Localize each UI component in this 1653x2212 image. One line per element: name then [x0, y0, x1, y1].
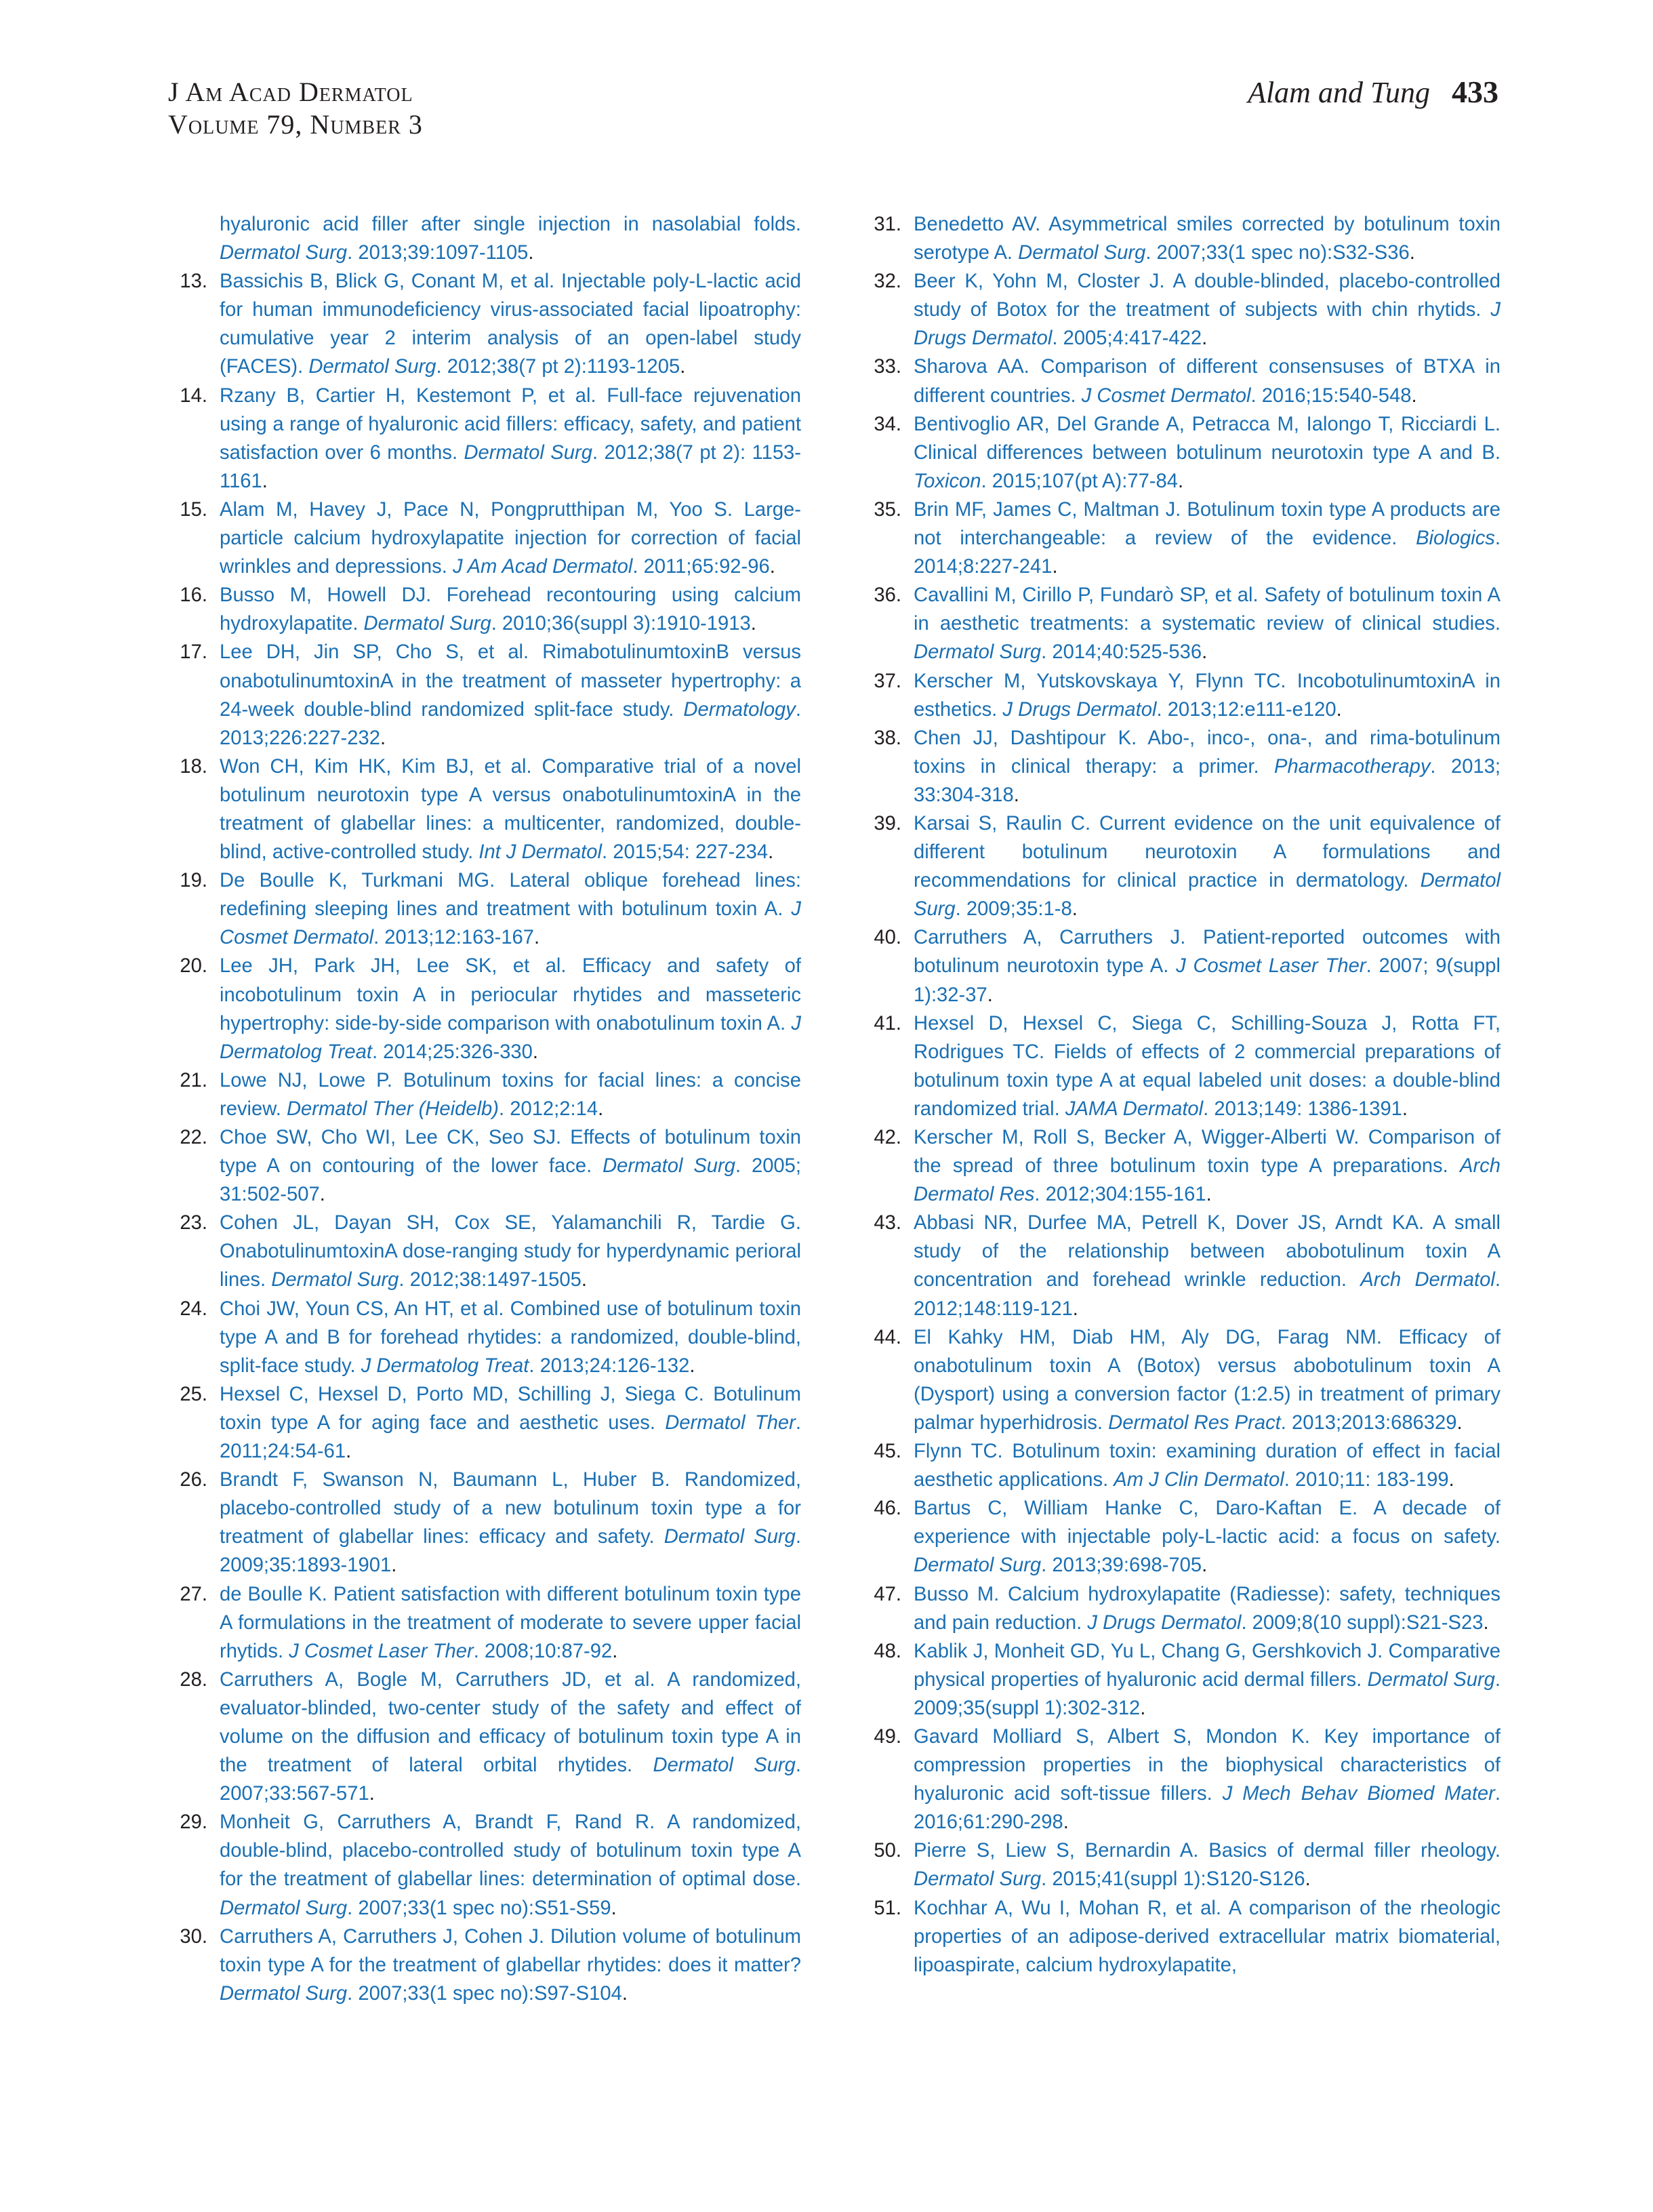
- reference-item: [163, 382, 801, 496]
- reference-citation-text: Busso M, Howell DJ. Forehead recontouring using calcium hydroxylapatite.: [220, 584, 801, 635]
- reference-item: [857, 1323, 1501, 1437]
- reference-item: [163, 638, 801, 752]
- reference-number: 26.: [180, 1469, 207, 1491]
- reference-pub-details: . 2015;41(suppl 1):S120-S126: [1041, 1868, 1305, 1891]
- reference-item: [857, 496, 1501, 581]
- reference-number: 27.: [180, 1583, 207, 1605]
- reference-journal: Dermatol Surg: [603, 1155, 735, 1178]
- reference-item: [857, 809, 1501, 923]
- reference-end-period: .: [528, 242, 534, 264]
- reference-number: 15.: [180, 498, 207, 521]
- running-authors: Alam and Tung: [1248, 76, 1430, 109]
- reference-pub-details: . 2007;33:567-571: [220, 1754, 801, 1805]
- reference-link[interactable]: [914, 353, 1501, 409]
- reference-number: 47.: [874, 1583, 901, 1605]
- reference-number: 18.: [180, 755, 207, 778]
- reference-journal: Toxicon: [914, 470, 981, 492]
- reference-number: 42.: [874, 1127, 901, 1148]
- reference-item: [857, 923, 1501, 1009]
- reference-item: [163, 1380, 801, 1466]
- reference-pub-details: . 2014;8:227-241: [914, 527, 1501, 578]
- reference-pub-details: . 2013; 33:304-318: [914, 755, 1501, 806]
- reference-journal: Biologics: [1416, 527, 1495, 550]
- reference-item: [163, 1580, 801, 1666]
- reference-end-period: .: [532, 1041, 538, 1063]
- reference-number: 33.: [874, 356, 901, 378]
- reference-end-period: .: [534, 927, 540, 949]
- reference-end-period: .: [598, 1098, 604, 1120]
- reference-citation-text: Monheit G, Carruthers A, Brandt F, Rand R. A randomized, double-blind, placebo-controlled study of botulinum toxin type A for the treatment of glabellar lines: determination of optimal dose.: [220, 1811, 801, 1891]
- reference-pub-details: . 2009;8(10 suppl):S21-S23: [1241, 1611, 1484, 1634]
- reference-citation-text: Kerscher M, Roll S, Becker A, Wigger-Alberti W. Comparison of the spread of three botulinum toxin type A preparations.: [914, 1127, 1501, 1178]
- reference-citation-text: Bentivoglio AR, Del Grande A, Petracca M, Ialongo T, Ricciardi L. Clinical differences between botulinum neurotoxin type A and B.: [914, 413, 1501, 464]
- reference-journal: Dermatol Surg: [914, 870, 1501, 921]
- reference-pub-details: . 2016;15:540-548: [1250, 384, 1412, 407]
- reference-number: 23.: [180, 1212, 207, 1234]
- reference-journal: JAMA Dermatol: [1065, 1098, 1204, 1120]
- reference-journal: Dermatol Surg: [664, 1526, 796, 1548]
- reference-link[interactable]: [220, 1808, 801, 1922]
- reference-item: [857, 1494, 1501, 1580]
- reference-pub-details: . 2009;35:1-8: [955, 898, 1072, 921]
- reference-journal: J Cosmet Laser Ther: [289, 1640, 474, 1662]
- reference-link[interactable]: [914, 1123, 1501, 1209]
- reference-number: 28.: [180, 1668, 207, 1691]
- reference-journal: Dermatol Surg: [914, 641, 1042, 664]
- reference-pub-details: . 2013;39:698-705: [1041, 1554, 1202, 1577]
- reference-pub-details: . 2012;148:119-121: [914, 1269, 1501, 1320]
- reference-number: 30.: [180, 1925, 207, 1948]
- reference-end-period: .: [1202, 641, 1208, 664]
- reference-end-period: .: [1140, 1697, 1146, 1719]
- reference-item: [857, 1580, 1501, 1637]
- reference-link[interactable]: [220, 1380, 801, 1466]
- reference-item: [857, 1894, 1501, 1979]
- reference-journal: Dermatol Ther (Heidelb): [286, 1098, 499, 1120]
- reference-link[interactable]: [914, 923, 1501, 1009]
- reference-citation-text: Flynn TC. Botulinum toxin: examining duration of effect in facial aesthetic applications.: [914, 1441, 1501, 1491]
- reference-end-period: .: [1202, 327, 1208, 350]
- reference-item: [857, 667, 1501, 724]
- reference-item: [857, 267, 1501, 353]
- reference-end-period: .: [1402, 1098, 1408, 1120]
- reference-pub-details: . 2012;304:155-161: [1034, 1184, 1206, 1206]
- reference-pub-details: . 2012;38:1497-1505: [399, 1269, 581, 1291]
- reference-link[interactable]: [914, 1637, 1501, 1723]
- reference-number: 21.: [180, 1069, 207, 1091]
- reference-end-period: .: [1448, 1469, 1454, 1491]
- reference-pub-details: . 2007;33(1 spec no):S51-S59: [347, 1897, 611, 1919]
- reference-item: [857, 1637, 1501, 1723]
- reference-item: [163, 496, 801, 581]
- reference-journal: Pharmacotherapy: [1274, 755, 1431, 778]
- journal-volume: Volume 79, Number 3: [168, 109, 423, 140]
- reference-number: 16.: [180, 584, 207, 607]
- reference-pub-details: . 2014;40:525-536: [1041, 641, 1202, 664]
- reference-number: 25.: [180, 1383, 207, 1405]
- reference-number: 40.: [874, 927, 901, 949]
- reference-end-period: .: [987, 984, 993, 1006]
- reference-journal: Dermatol Surg: [914, 1554, 1042, 1577]
- reference-pub-details: . 2009;35(suppl 1):302-312: [914, 1668, 1501, 1719]
- reference-link[interactable]: [220, 1666, 801, 1808]
- reference-pub-details: . 2013;2013:686329: [1280, 1411, 1457, 1434]
- reference-citation-text: Chen JJ, Dashtipour K. Abo-, inco-, ona-, and rima-botulinum toxins in clinical therapy: a primer.: [914, 727, 1501, 778]
- reference-number: 39.: [874, 812, 901, 834]
- reference-journal: J Dermatolog Treat: [361, 1354, 529, 1377]
- reference-pub-details: . 2007;33(1 spec no):S32-S36: [1145, 242, 1410, 264]
- reference-item: [857, 410, 1501, 496]
- reference-link[interactable]: [914, 724, 1501, 809]
- reference-item: [857, 210, 1501, 267]
- reference-pub-details: . 2007; 9(suppl 1):32-37: [914, 955, 1501, 1006]
- reference-pub-details: . 2010;11: 183-199: [1284, 1469, 1449, 1491]
- reference-end-period: .: [1052, 556, 1058, 578]
- reference-citation-text: Busso M. Calcium hydroxylapatite (Radiesse): safety, techniques and pain reduction.: [914, 1583, 1501, 1634]
- reference-link[interactable]: [914, 210, 1501, 267]
- reference-link[interactable]: [220, 1923, 801, 2008]
- reference-citation-text: Choe SW, Cho WI, Lee CK, Seo SJ. Effects of botulinum toxin type A on contouring of the lower face.: [220, 1127, 801, 1178]
- reference-citation-text: Kerscher M, Yutskovskaya Y, Flynn TC. IncobotulinumtoxinA in esthetics.: [914, 670, 1501, 721]
- reference-pub-details: . 2013;24:126-132: [529, 1354, 690, 1377]
- reference-link[interactable]: [914, 1723, 1501, 1836]
- reference-citation-text: Brin MF, James C, Maltman J. Botulinum toxin type A products are not interchangeable: a review of the evidence.: [914, 498, 1501, 550]
- page-number: 433: [1452, 75, 1498, 109]
- reference-number: 22.: [180, 1127, 207, 1148]
- reference-link[interactable]: [914, 1437, 1501, 1494]
- reference-end-period: .: [1063, 1811, 1069, 1834]
- reference-citation-text: Carruthers A, Carruthers J, Cohen J. Dilution volume of botulinum toxin type A for the treatment of glabellar rhytides: does it matter?: [220, 1925, 801, 1976]
- reference-citation-text: Lowe NJ, Lowe P. Botulinum toxins for facial lines: a concise review.: [220, 1069, 801, 1120]
- reference-citation-text: Kablik J, Monheit GD, Yu L, Chang G, Gershkovich J. Comparative physical properties of hyaluronic acid dermal fillers.: [914, 1640, 1501, 1691]
- reference-number: 44.: [874, 1326, 901, 1348]
- reference-end-period: .: [750, 613, 756, 635]
- reference-item: [163, 210, 801, 267]
- reference-citation-text: hyaluronic acid filler after single injection in nasolabial folds.: [220, 214, 801, 235]
- running-header-authors: [1248, 76, 1498, 109]
- reference-item: [163, 1923, 801, 2008]
- reference-journal: Dermatol Surg: [464, 441, 592, 464]
- reference-journal: Dermatol Surg: [220, 242, 348, 264]
- reference-end-period: .: [1456, 1411, 1463, 1434]
- reference-end-period: .: [680, 356, 686, 378]
- reference-number: 38.: [874, 727, 901, 749]
- reference-pub-details: . 2016;61:290-298: [914, 1783, 1501, 1834]
- reference-number: 34.: [874, 413, 901, 435]
- reference-link[interactable]: [914, 1323, 1501, 1437]
- reference-link[interactable]: [914, 1836, 1501, 1893]
- references-left-column: [163, 210, 801, 2008]
- reference-end-period: .: [612, 1640, 618, 1662]
- reference-citation-text: Rzany B, Cartier H, Kestemont P, et al. Full-face rejuvenation using a range of hyaluronic acid fillers: efficacy, safety, and patient satisfaction over 6 months.: [220, 384, 801, 464]
- reference-end-period: .: [769, 556, 775, 578]
- reference-number: 50.: [874, 1840, 901, 1862]
- reference-citation-text: Hexsel D, Hexsel C, Siega C, Schilling-Souza J, Rotta FT, Rodrigues TC. Fields of effects of 2 commercial preparations of botulinum toxin type A at equal labeled unit doses: a double-blind randomized trial.: [914, 1012, 1501, 1120]
- reference-end-period: .: [1483, 1611, 1489, 1634]
- reference-pub-details: . 2014;25:326-330: [371, 1041, 533, 1063]
- reference-item: [163, 866, 801, 952]
- reference-link[interactable]: [914, 496, 1501, 581]
- reference-number: 19.: [180, 870, 207, 892]
- reference-link[interactable]: [914, 267, 1501, 353]
- reference-journal: Dermatol Surg: [271, 1269, 399, 1291]
- reference-link[interactable]: [220, 496, 801, 581]
- reference-journal: J Cosmet Dermatol: [1081, 384, 1251, 407]
- reference-number: 14.: [180, 384, 207, 407]
- reference-journal: Dermatology: [683, 698, 796, 721]
- reference-journal: J Drugs Dermatol: [1002, 698, 1157, 721]
- reference-number: 49.: [874, 1725, 901, 1748]
- reference-journal: J Cosmet Dermatol: [220, 898, 801, 949]
- reference-end-period: .: [768, 841, 774, 864]
- reference-link[interactable]: [220, 866, 801, 952]
- journal-name: J Am Acad Dermatol: [168, 77, 413, 107]
- reference-pub-details: . 2012;2:14: [499, 1098, 598, 1120]
- reference-number: 37.: [874, 670, 901, 692]
- reference-pub-details: . 2015;107(pt A):77-84: [981, 470, 1178, 492]
- reference-link[interactable]: [914, 1580, 1501, 1637]
- reference-link[interactable]: [220, 1466, 801, 1580]
- reference-end-period: .: [1013, 784, 1019, 806]
- reference-number: 32.: [874, 270, 901, 293]
- reference-item: [857, 1437, 1501, 1494]
- reference-end-period: .: [1206, 1184, 1212, 1206]
- reference-number: 35.: [874, 498, 901, 521]
- reference-number: 20.: [180, 955, 207, 978]
- reference-number: 13.: [180, 270, 207, 293]
- reference-journal: J Dermatolog Treat: [220, 1012, 801, 1063]
- reference-number: 46.: [874, 1497, 901, 1520]
- reference-journal: Int J Dermatol: [478, 841, 603, 864]
- reference-pub-details: . 2013;149: 1386-1391: [1203, 1098, 1402, 1120]
- reference-item: [857, 1123, 1501, 1209]
- reference-citation-text: Lee JH, Park JH, Lee SK, et al. Efficacy and safety of incobotulinum toxin A in periocular rhytides and masseteric hypertrophy: side-by-side comparison with onabotulinum toxin A.: [220, 955, 801, 1034]
- reference-link[interactable]: [220, 581, 801, 638]
- reference-citation-text: Cohen JL, Dayan SH, Cox SE, Yalamanchili R, Tardie G. OnabotulinumtoxinA dose-ranging study for hyperdynamic perioral lines.: [220, 1212, 801, 1291]
- reference-item: [857, 1723, 1501, 1836]
- reference-pub-details: . 2011;24:54-61: [220, 1411, 801, 1463]
- reference-link[interactable]: [914, 410, 1501, 496]
- reference-pub-details: . 2013;226:227-232: [220, 698, 801, 749]
- reference-end-period: .: [1202, 1554, 1208, 1577]
- reference-link[interactable]: [220, 1123, 801, 1209]
- reference-journal: Dermatol Surg: [363, 613, 491, 635]
- reference-item: [163, 1209, 801, 1294]
- reference-link[interactable]: [220, 267, 801, 381]
- reference-number: 43.: [874, 1212, 901, 1234]
- reference-link[interactable]: [914, 1894, 1501, 1979]
- reference-journal: J Cosmet Laser Ther: [1176, 955, 1366, 978]
- reference-number: 51.: [874, 1897, 901, 1919]
- reference-item: [857, 1209, 1501, 1323]
- reference-number: 45.: [874, 1441, 901, 1463]
- reference-item: [163, 1295, 801, 1380]
- reference-item: [163, 952, 801, 1066]
- reference-citation-text: Carruthers A, Bogle M, Carruthers JD, et al. A randomized, evaluator-blinded, two-center study of the safety and effect of volume on the diffusion and efficacy of botulinum toxin type A in the treatment of lateral orbital rhytides.: [220, 1668, 801, 1777]
- reference-end-period: .: [581, 1269, 587, 1291]
- reference-item: [163, 1123, 801, 1209]
- reference-end-period: .: [380, 727, 386, 749]
- reference-citation-text: Kochhar A, Wu I, Mohan R, et al. A comparison of the rheologic properties of an adipose-derived extracellular matrix biomaterial, lipoaspirate, calcium hydroxylapatite,: [914, 1897, 1501, 1976]
- reference-journal: J Drugs Dermatol: [914, 299, 1501, 350]
- reference-pub-details: . 2013;39:1097-1105: [347, 242, 529, 264]
- reference-journal: Dermatol Res Pract: [1108, 1411, 1281, 1434]
- reference-citation-text: Benedetto AV. Asymmetrical smiles corrected by botulinum toxin serotype A.: [914, 214, 1501, 264]
- reference-link[interactable]: [914, 667, 1501, 724]
- reference-link[interactable]: [220, 638, 801, 752]
- reference-journal: J Drugs Dermatol: [1087, 1611, 1242, 1634]
- reference-item: [163, 1066, 801, 1123]
- reference-journal: Dermatol Surg: [1367, 1668, 1495, 1691]
- reference-citation-text: Bassichis B, Blick G, Conant M, et al. Injectable poly-L-lactic acid for human immunodeficiency virus-associated facial lipoatrophy: cumulative year 2 interim analysis of an open-label study (FACES).: [220, 270, 801, 378]
- reference-citation-text: Lee DH, Jin SP, Cho S, et al. RimabotulinumtoxinB versus onabotulinumtoxinA in the treatment of masseter hypertrophy: a 24-week double-blind randomized split-face study.: [220, 641, 801, 721]
- reference-number: 29.: [180, 1811, 207, 1834]
- reference-item: [857, 1009, 1501, 1123]
- reference-pub-details: . 2013;12:e111-e120: [1156, 698, 1336, 721]
- reference-link[interactable]: [220, 1066, 801, 1123]
- reference-journal: Arch Dermatol: [1360, 1269, 1495, 1291]
- reference-pub-details: . 2005;4:417-422: [1052, 327, 1202, 350]
- reference-number: 48.: [874, 1640, 901, 1662]
- reference-citation-text: Hexsel C, Hexsel D, Porto MD, Schilling J, Siega C. Botulinum toxin type A for aging face and aesthetic uses.: [220, 1383, 801, 1434]
- reference-journal: Dermatol Surg: [220, 1982, 348, 2005]
- reference-end-period: .: [689, 1354, 695, 1377]
- reference-pub-details: . 2005; 31:502-507: [220, 1155, 801, 1206]
- reference-end-period: .: [1305, 1868, 1311, 1891]
- reference-citation-text: Bartus C, William Hanke C, Daro-Kaftan E. A decade of experience with injectable poly-L-lactic acid: a focus on safety.: [914, 1497, 1501, 1548]
- reference-citation-text: Won CH, Kim HK, Kim BJ, et al. Comparative trial of a novel botulinum neurotoxin type A versus onabotulinumtoxinA in the treatment of glabellar lines: a multicenter, randomized, double-blind, active-controlled study.: [220, 755, 801, 864]
- reference-item: [857, 581, 1501, 666]
- reference-end-period: .: [319, 1184, 325, 1206]
- reference-end-period: .: [391, 1554, 397, 1577]
- reference-journal: Am J Clin Dermatol: [1114, 1469, 1284, 1491]
- reference-end-period: .: [1336, 698, 1342, 721]
- reference-number: 31.: [874, 214, 901, 235]
- reference-citation-text: Brandt F, Swanson N, Baumann L, Huber B. Randomized, placebo-controlled study of a new botulinum toxin type a for treatment of glabellar lines: efficacy and safety.: [220, 1469, 801, 1548]
- reference-journal: Dermatol Surg: [653, 1754, 796, 1777]
- reference-citation-text: Carruthers A, Carruthers J. Patient-reported outcomes with botulinum neurotoxin type A.: [914, 927, 1501, 978]
- reference-citation-text: Alam M, Havey J, Pace N, Pongprutthipan M, Yoo S. Large-particle calcium hydroxylapatite injection for correction of facial wrinkles and depressions.: [220, 498, 801, 578]
- reference-end-period: .: [621, 1982, 628, 2005]
- reference-pub-details: . 2009;35:1893-1901: [220, 1526, 801, 1577]
- reference-link[interactable]: [220, 210, 801, 267]
- reference-link[interactable]: [220, 1295, 801, 1380]
- reference-journal: Dermatol Surg: [914, 1868, 1042, 1891]
- reference-citation-text: Karsai S, Raulin C. Current evidence on the unit equivalence of different botulinum neurotoxin A formulations and recommendations for clinical practice in dermatology.: [914, 812, 1501, 892]
- reference-journal: Arch Dermatol Res: [914, 1155, 1501, 1206]
- reference-citation-text: De Boulle K, Turkmani MG. Lateral oblique forehead lines: redefining sleeping lines and treatment with botulinum toxin A.: [220, 870, 801, 921]
- reference-journal: Dermatol Surg: [1018, 242, 1146, 264]
- reference-link[interactable]: [220, 952, 801, 1066]
- reference-citation-text: Sharova AA. Comparison of different consensuses of BTXA in different countries.: [914, 356, 1501, 407]
- reference-journal: Dermatol Surg: [308, 356, 436, 378]
- reference-citation-text: Pierre S, Liew S, Bernardin A. Basics of dermal filler rheology.: [914, 1840, 1501, 1862]
- reference-item: [163, 581, 801, 638]
- reference-link[interactable]: [220, 1580, 801, 1666]
- reference-item: [857, 353, 1501, 409]
- reference-item: [163, 1808, 801, 1922]
- running-header-journal: [168, 76, 423, 141]
- reference-item: [163, 1666, 801, 1808]
- reference-citation-text: Abbasi NR, Durfee MA, Petrell K, Dover JS, Arndt KA. A small study of the relationship between abobotulinum toxin A concentration and forehead wrinkle reduction.: [914, 1212, 1501, 1291]
- reference-end-period: .: [1178, 470, 1184, 492]
- reference-end-period: .: [1409, 242, 1415, 264]
- reference-number: 17.: [180, 641, 207, 664]
- reference-link[interactable]: [914, 809, 1501, 923]
- reference-journal: Dermatol Surg: [220, 1897, 348, 1919]
- reference-pub-details: . 2012;38(7 pt 2): 1153-1161: [220, 441, 802, 492]
- reference-link[interactable]: [220, 382, 801, 496]
- reference-number: 36.: [874, 584, 901, 607]
- references-right-column: [857, 210, 1501, 1979]
- reference-pub-details: . 2008;10:87-92: [473, 1640, 613, 1662]
- reference-pub-details: . 2012;38(7 pt 2):1193-1205: [436, 356, 680, 378]
- reference-link[interactable]: [914, 581, 1501, 666]
- reference-end-period: .: [1072, 898, 1078, 921]
- reference-link[interactable]: [220, 752, 801, 866]
- reference-pub-details: . 2007;33(1 spec no):S97-S104: [347, 1982, 622, 2005]
- reference-item: [163, 1466, 801, 1580]
- reference-link[interactable]: [914, 1209, 1501, 1323]
- reference-citation-text: El Kahky HM, Diab HM, Aly DG, Farag NM. Efficacy of onabotulinum toxin A (Botox) versus abobotulinum toxin A (Dysport) using a conversion factor (1:2.5) in treatment of primary palmar hyperhidrosis.: [914, 1326, 1501, 1434]
- reference-citation-text: Beer K, Yohn M, Closter J. A double-blinded, placebo-controlled study of Botox for the treatment of subjects with chin rhytids.: [914, 270, 1501, 321]
- reference-end-period: .: [262, 470, 268, 492]
- reference-pub-details: . 2011;65:92-96: [632, 556, 770, 578]
- reference-item: [163, 752, 801, 866]
- reference-link[interactable]: [220, 1209, 801, 1294]
- reference-citation-text: Choi JW, Youn CS, An HT, et al. Combined use of botulinum toxin type A and B for forehead rhytides: a randomized, double-blind, split-face study.: [220, 1298, 801, 1377]
- reference-pub-details: . 2015;54: 227-234: [602, 841, 769, 864]
- reference-citation-text: Gavard Molliard S, Albert S, Mondon K. Key importance of compression properties in the biophysical characteristics of hyaluronic acid soft-tissue fillers.: [914, 1725, 1501, 1805]
- reference-journal: Dermatol Ther: [665, 1411, 796, 1434]
- reference-end-period: .: [346, 1441, 352, 1463]
- reference-number: 41.: [874, 1012, 901, 1034]
- reference-item: [857, 1836, 1501, 1893]
- reference-pub-details: . 2010;36(suppl 3):1910-1913: [491, 613, 751, 635]
- reference-end-period: .: [1411, 384, 1417, 407]
- reference-end-period: .: [611, 1897, 617, 1919]
- reference-link[interactable]: [914, 1009, 1501, 1123]
- reference-pub-details: . 2013;12:163-167: [373, 927, 535, 949]
- reference-journal: J Am Acad Dermatol: [452, 556, 633, 578]
- reference-citation-text: de Boulle K. Patient satisfaction with different botulinum toxin type A formulations in the treatment of moderate to severe upper facial rhytids.: [220, 1583, 801, 1662]
- reference-item: [163, 267, 801, 381]
- reference-journal: J Mech Behav Biomed Mater: [1222, 1783, 1495, 1805]
- reference-citation-text: Cavallini M, Cirillo P, Fundarò SP, et al. Safety of botulinum toxin A in aesthetic treatments: a systematic review of clinical studies.: [914, 584, 1501, 635]
- reference-number: 24.: [180, 1298, 207, 1320]
- reference-end-period: .: [1072, 1298, 1078, 1320]
- reference-link[interactable]: [914, 1494, 1501, 1580]
- reference-end-period: .: [369, 1783, 375, 1805]
- reference-item: [857, 724, 1501, 809]
